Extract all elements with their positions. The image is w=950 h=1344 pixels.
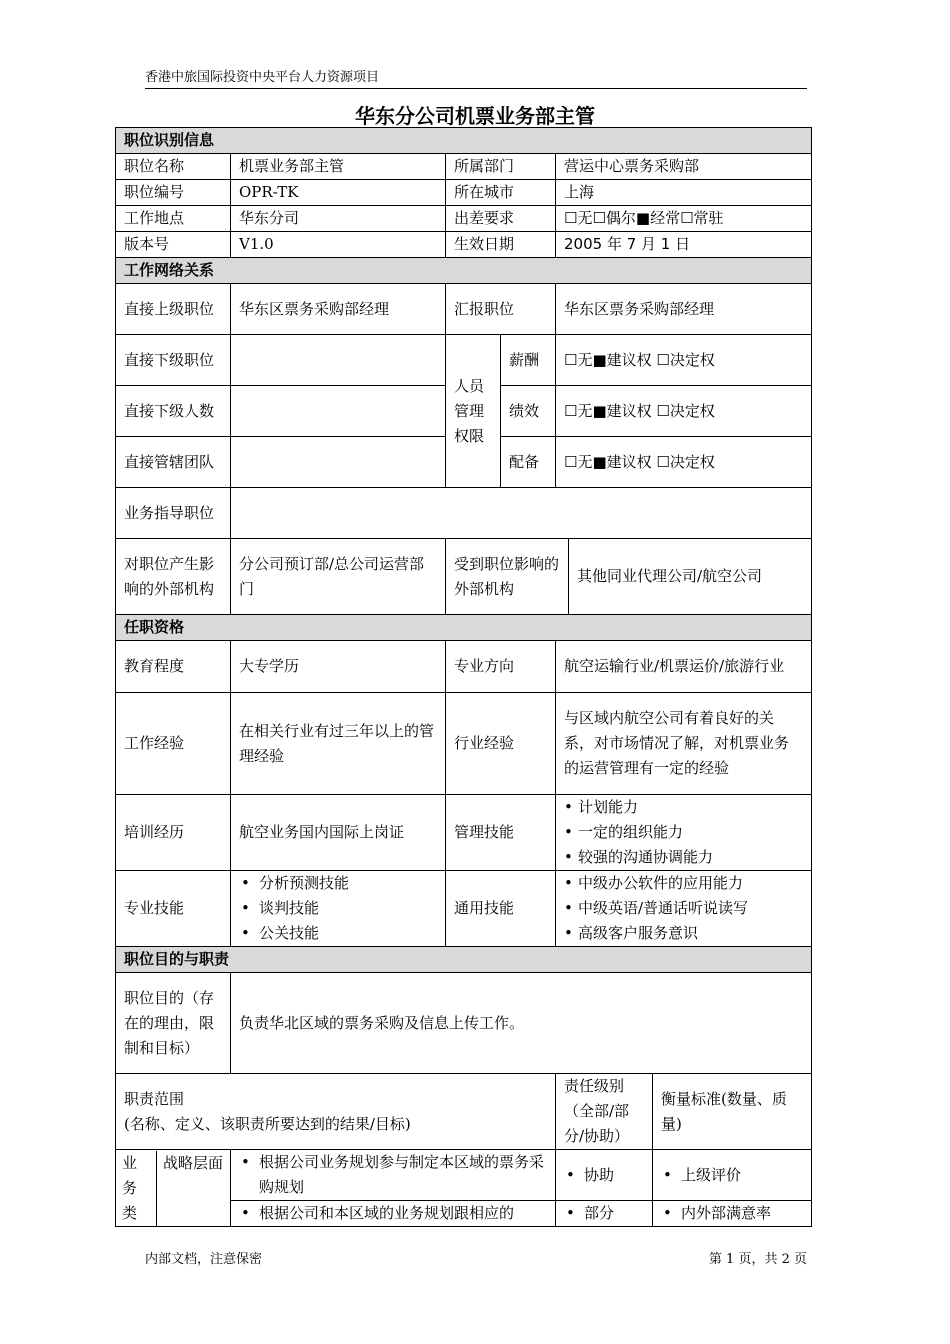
label-department: 所属部门	[446, 154, 556, 180]
value-mgmt-skills	[556, 795, 812, 871]
value-position-name: 机票业务部主管	[231, 154, 446, 180]
value-report: 华东区票务采购部经理	[556, 284, 812, 335]
value-salary: ☐无■建议权 ☐决定权	[556, 335, 812, 386]
label-pro-skills: 专业技能	[116, 871, 231, 947]
value-subordinate-count	[231, 386, 446, 437]
value-effective-date: 2005 年 7 月 1 日	[556, 232, 812, 258]
label-industry-experience: 行业经验	[446, 693, 556, 795]
label-major: 专业方向	[446, 641, 556, 693]
value-guidance	[231, 488, 812, 539]
category-label: 业务类	[116, 1151, 157, 1226]
value-version: V1.0	[231, 232, 446, 258]
scope-title: 职责范围	[124, 1089, 185, 1108]
label-position-code: 职位编号	[116, 180, 231, 206]
layer-strategic: 战略层面	[163, 1153, 224, 1172]
value-pro-skills	[231, 871, 446, 947]
label-purpose: 职位目的（存在的理由，限制和目标）	[116, 973, 231, 1074]
label-subordinate-count: 直接下级人数	[116, 386, 231, 437]
duty-strategic	[231, 1150, 556, 1201]
label-affected: 受到职位影响的外部机构	[446, 539, 569, 615]
label-general-skills: 通用技能	[446, 871, 556, 947]
section-network: 工作网络关系	[116, 258, 812, 284]
list-item: • 部分	[564, 1201, 644, 1226]
label-location: 工作地点	[116, 206, 231, 232]
list-item: • 公关技能	[239, 921, 437, 946]
measure-strategic	[653, 1150, 812, 1201]
value-performance: ☐无■建议权 ☐决定权	[556, 386, 812, 437]
duty-category	[116, 1150, 231, 1227]
value-superior: 华东区票务采购部经理	[231, 284, 446, 335]
list-item: • 根据公司业务规划参与制定本区域的票务采购规划	[239, 1150, 547, 1200]
section-identification: 职位识别信息	[116, 128, 812, 154]
value-team	[231, 437, 446, 488]
label-superior: 直接上级职位	[116, 284, 231, 335]
list-item: • 根据公司和本区域的业务规划跟相应的	[239, 1201, 547, 1226]
label-guidance: 业务指导职位	[116, 488, 231, 539]
list-item: • 一定的组织能力	[564, 820, 803, 845]
list-item: • 高级客户服务意识	[564, 921, 803, 946]
label-version: 版本号	[116, 232, 231, 258]
label-city: 所在城市	[446, 180, 556, 206]
level-strategic	[556, 1150, 653, 1201]
section-qualifications: 任职资格	[116, 615, 812, 641]
level-tactical	[556, 1201, 653, 1227]
value-affected: 其他同业代理公司/航空公司	[569, 539, 812, 615]
value-major: 航空运输行业/机票运价/旅游行业	[556, 641, 812, 693]
list-item: • 计划能力	[564, 795, 803, 820]
value-industry-experience: 与区域内航空公司有着良好的关系，对市场情况了解，对机票业务的运营管理有一定的经验	[556, 693, 812, 795]
label-mgmt-skills: 管理技能	[446, 795, 556, 871]
list-item: • 协助	[564, 1163, 644, 1188]
value-staffing: ☐无■建议权 ☐决定权	[556, 437, 812, 488]
footer-page-number: 第 1 页，共 2 页	[708, 1252, 807, 1267]
value-work-experience: 在相关行业有过三年以上的管理经验	[231, 693, 446, 795]
value-training: 航空业务国内国际上岗证	[231, 795, 446, 871]
list-item: • 较强的沟通协调能力	[564, 845, 803, 870]
value-travel: ☐无☐偶尔■经常☐常驻	[556, 206, 812, 232]
label-team: 直接管辖团队	[116, 437, 231, 488]
label-responsibility-level: 责任级别（全部/部分/协助）	[556, 1074, 653, 1150]
document-title: 华东分公司机票业务部主管	[355, 104, 595, 128]
label-training: 培训经历	[116, 795, 231, 871]
label-effective-date: 生效日期	[446, 232, 556, 258]
list-item: • 中级英语/普通话听说读写	[564, 896, 803, 921]
value-general-skills	[556, 871, 812, 947]
value-city: 上海	[556, 180, 812, 206]
scope-subtitle: (名称、定义、该职责所要达到的结果/目标)	[124, 1114, 411, 1133]
value-subordinate	[231, 335, 446, 386]
label-education: 教育程度	[116, 641, 231, 693]
value-location: 华东分司	[231, 206, 446, 232]
label-position-name: 职位名称	[116, 154, 231, 180]
label-external-affect: 对职位产生影响的外部机构	[116, 539, 231, 615]
label-authority: 人员管理权限	[446, 335, 501, 488]
position-description-table	[115, 127, 812, 1227]
value-purpose: 负责华北区域的票务采购及信息上传工作。	[231, 973, 812, 1074]
label-subordinate: 直接下级职位	[116, 335, 231, 386]
label-report: 汇报职位	[446, 284, 556, 335]
list-item: • 内外部满意率	[661, 1201, 803, 1226]
measure-tactical	[653, 1201, 812, 1227]
section-duties: 职位目的与职责	[116, 947, 812, 973]
list-item: • 中级办公软件的应用能力	[564, 871, 803, 896]
value-external-affect: 分公司预订部/总公司运营部门	[231, 539, 446, 615]
label-salary: 薪酬	[501, 335, 556, 386]
value-position-code: OPR-TK	[231, 180, 446, 206]
label-performance: 绩效	[501, 386, 556, 437]
document-header: 香港中旅国际投资中央平台人力资源项目	[145, 66, 807, 89]
duty-tactical	[231, 1201, 556, 1227]
label-measure: 衡量标准(数量、质量)	[653, 1074, 812, 1150]
label-scope	[116, 1074, 556, 1150]
list-item: • 上级评价	[661, 1163, 803, 1188]
label-staffing: 配备	[501, 437, 556, 488]
label-work-experience: 工作经验	[116, 693, 231, 795]
footer-confidential: 内部文档，注意保密	[145, 1252, 263, 1267]
list-item: • 谈判技能	[239, 896, 437, 921]
label-travel: 出差要求	[446, 206, 556, 232]
value-department: 营运中心票务采购部	[556, 154, 812, 180]
value-education: 大专学历	[231, 641, 446, 693]
list-item: • 分析预测技能	[239, 871, 437, 896]
